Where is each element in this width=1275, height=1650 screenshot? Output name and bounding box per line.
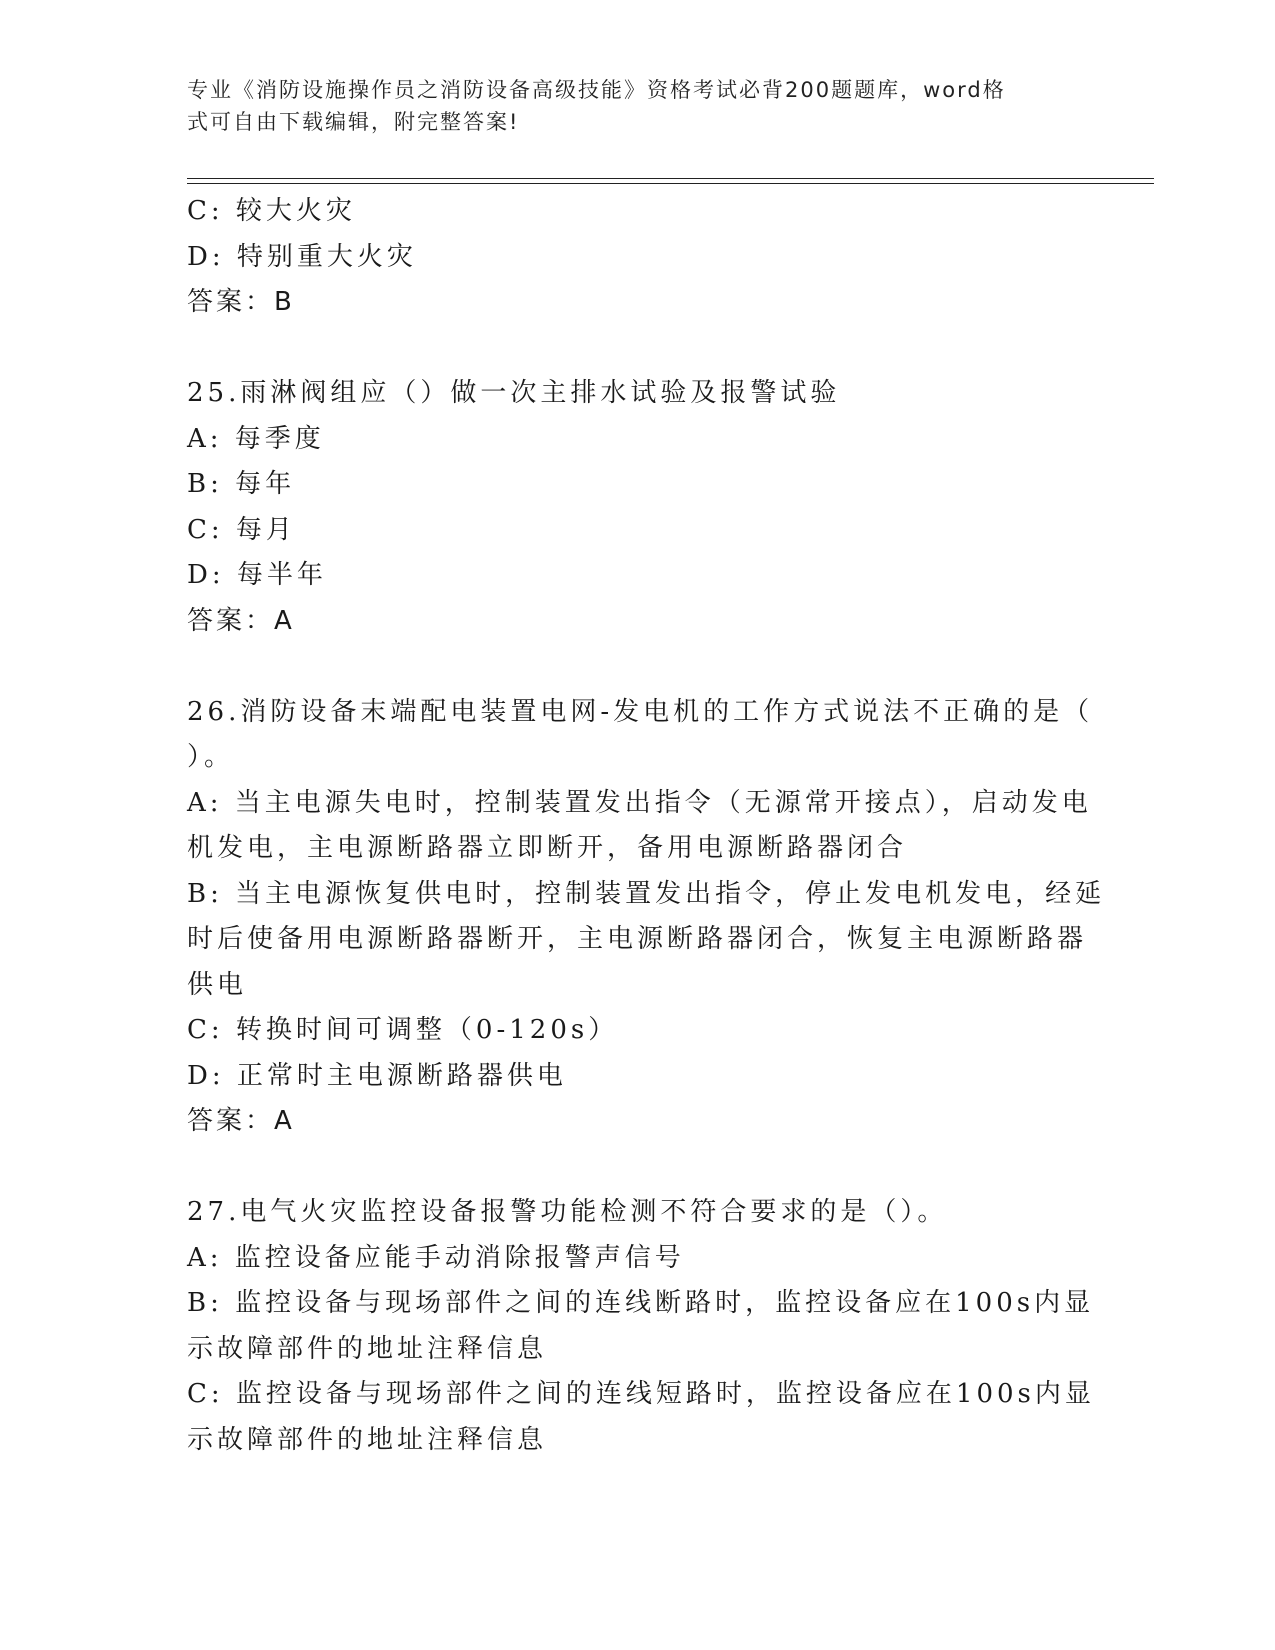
header-divider-top: [187, 178, 1154, 179]
q25-option-a: A: 每季度: [187, 423, 325, 454]
q26-option-b-line-1: B: 当主电源恢复供电时，控制装置发出指令，停止发电机发电，经延: [187, 878, 1106, 909]
prev-option-d: D: 特别重大火灾: [187, 241, 417, 272]
q26-option-d: D: 正常时主电源断路器供电: [187, 1060, 567, 1091]
spacer: [187, 1145, 1087, 1191]
header-line-2: 式可自由下载编辑，附完整答案!: [187, 110, 520, 134]
document-header: [187, 74, 1077, 138]
prev-option-c: C: 较大火灾: [187, 196, 356, 226]
q26-option-b-line-2: 时后使备用电源断路器断开，主电源断路器闭合，恢复主电源断路器: [187, 924, 1088, 954]
q27-option-b-line-1: B: 监控设备与现场部件之间的连线断路时，监控设备应在100s内显: [187, 1288, 1095, 1318]
q26-answer: 答案：A: [187, 1106, 295, 1136]
q25-option-c: C: 每月: [187, 514, 296, 545]
q25-stem: 25.雨淋阀组应（）做一次主排水试验及报警试验: [187, 378, 841, 408]
spacer: [187, 644, 1087, 690]
q25-answer: 答案：A: [187, 605, 295, 636]
spacer: [187, 326, 1087, 372]
prev-answer: 答案：B: [187, 287, 295, 317]
q26-option-b-line-3: 供电: [187, 969, 248, 1000]
q26-stem-line-1: 26.消防设备末端配电装置电网-发电机的工作方式说法不正确的是（: [187, 696, 1094, 727]
q25-option-d: D: 每半年: [187, 560, 327, 590]
question-content: [187, 189, 1106, 1463]
q26-option-a-line-1: A: 当主电源失电时，控制装置发出指令（无源常开接点），启动发电: [187, 787, 1092, 818]
q25-option-b: B: 每年: [187, 469, 296, 499]
q26-option-a-line-2: 机发电，主电源断路器立即断开，备用电源断路器闭合: [187, 833, 908, 863]
q27-option-a: A: 监控设备应能手动消除报警声信号: [187, 1242, 685, 1273]
q27-option-b-line-2: 示故障部件的地址注释信息: [187, 1333, 548, 1364]
q27-option-c-line-2: 示故障部件的地址注释信息: [187, 1424, 548, 1455]
q27-option-c-line-1: C: 监控设备与现场部件之间的连线短路时，监控设备应在100s内显: [187, 1379, 1095, 1409]
header-line-1: 专业《消防设施操作员之消防设备高级技能》资格考试必背200题题库，word格: [187, 78, 1006, 102]
q27-stem: 27.电气火灾监控设备报警功能检测不符合要求的是（）。: [187, 1197, 948, 1227]
q26-stem-line-2: ）。: [187, 742, 235, 772]
header-divider-bottom: [187, 183, 1154, 184]
q26-option-c: C: 转换时间可调整（0-120s）: [187, 1015, 619, 1045]
